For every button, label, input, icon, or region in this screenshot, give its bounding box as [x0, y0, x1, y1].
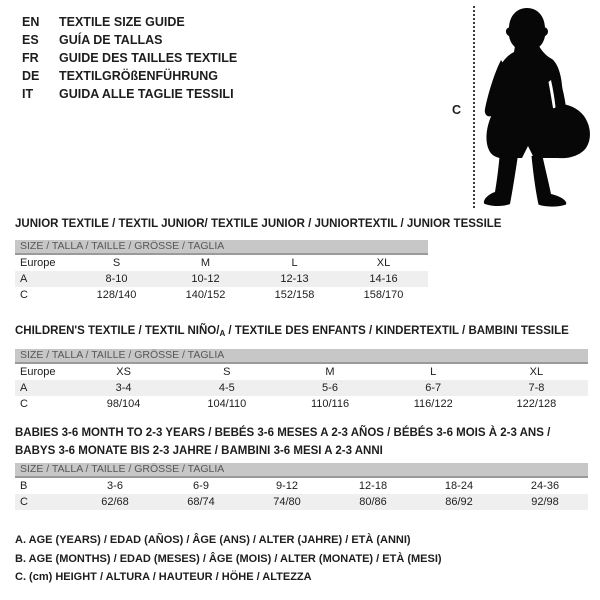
babies-months-6: 24-36: [530, 480, 560, 492]
lang-code-de: DE: [22, 69, 40, 83]
children-columns-row: [15, 364, 588, 380]
babies-height-1: 62/68: [101, 496, 129, 508]
lang-row-it: [22, 85, 237, 103]
babies-months-1: 3-6: [107, 480, 123, 492]
baby-silhouette-image: [470, 0, 600, 212]
children-row-height-label: C: [20, 398, 28, 410]
height-measure-label: C: [452, 103, 462, 117]
section-children-textile: [15, 325, 588, 412]
children-height-xl: 122/128: [516, 398, 557, 410]
junior-height-m: 140/152: [185, 289, 226, 301]
junior-age-l: 12-13: [280, 273, 309, 285]
children-col-m: M: [325, 366, 335, 378]
junior-age-xl: 14-16: [369, 273, 398, 285]
junior-height-l: 152/158: [274, 289, 315, 301]
children-row-height: [15, 396, 588, 412]
lang-label-de: TEXTILGRÖßENFÜHRUNG: [59, 69, 219, 83]
children-title-sub: A: [219, 329, 226, 338]
babies-months-4: 12-18: [358, 480, 388, 492]
children-row-age: [15, 380, 588, 396]
baby-left-leg: [484, 150, 518, 206]
junior-col-s: S: [112, 257, 121, 269]
children-height-m: 110/116: [310, 398, 350, 410]
children-age-xl: 7-8: [528, 382, 545, 394]
section-junior-textile: [15, 218, 502, 303]
lang-row-de: [22, 67, 237, 85]
babies-height-5: 86/92: [445, 496, 473, 508]
junior-col-m: M: [200, 257, 211, 269]
junior-col-l: L: [291, 257, 298, 269]
children-col-s: S: [223, 366, 231, 378]
lang-code-fr: FR: [22, 51, 39, 65]
junior-age-s: 8-10: [105, 273, 128, 285]
children-col-xl: XL: [529, 366, 544, 378]
lang-row-es: [22, 31, 237, 49]
footnote-b: B. AGE (MONTHS) / EDAD (MESES) / ÂGE (MOIS) / ALTER (MONATE) / ETÀ (MESI): [15, 552, 442, 565]
children-col-xs: XS: [116, 366, 131, 378]
babies-row-height-label: C: [20, 496, 28, 508]
babies-height-4: 80/86: [359, 496, 387, 508]
junior-height-s: 128/140: [96, 289, 137, 301]
babies-size-header-bar: SIZE / TALLA / TAILLE / GRÖSSE / TAGLIA: [15, 463, 588, 478]
children-region-label: Europe: [20, 366, 56, 378]
junior-row-age-label: A: [20, 273, 28, 285]
language-title-block: [22, 13, 237, 103]
junior-row-height-label: C: [20, 289, 28, 301]
children-row-age-label: A: [20, 382, 28, 394]
babies-height-6: 92/98: [531, 496, 559, 508]
children-title-pre: CHILDREN'S TEXTILE / TEXTIL NIÑO/: [15, 325, 220, 337]
children-size-header-bar: SIZE / TALLA / TAILLE / GRÖSSE / TAGLIA: [15, 349, 588, 364]
lang-code-es: ES: [22, 33, 39, 47]
babies-section-title: [15, 424, 588, 460]
junior-region-label: Europe: [20, 257, 56, 269]
children-title-post: / TEXTILE DES ENFANTS / KINDERTEXTIL / BAMBINI TESSILE: [225, 325, 569, 337]
footnote-c: C. (cm) HEIGHT / ALTURA / HAUTEUR / HÖHE / ALTEZZA: [15, 571, 312, 583]
junior-row-height: [15, 287, 428, 303]
babies-months-3: 9-12: [275, 480, 299, 492]
babies-title-line1: BABIES 3-6 MONTH TO 2-3 YEARS / BEBÉS 3-6 MESES A 2-3 AÑOS / BÉBÉS 3-6 MOIS À 2-3 ANS /: [15, 427, 551, 439]
lang-label-es: GUÍA DE TALLAS: [59, 33, 163, 47]
babies-row-months-label: B: [20, 480, 28, 492]
babies-months-2: 6-9: [193, 480, 209, 492]
lang-code-it: IT: [22, 87, 34, 101]
babies-height-3: 74/80: [273, 496, 301, 508]
junior-col-xl: XL: [376, 257, 391, 269]
junior-columns-row: [15, 255, 428, 271]
children-height-xs: 98/104: [106, 398, 141, 410]
children-height-l: 116/122: [413, 398, 453, 410]
babies-title-line2: BABYS 3-6 MONATE BIS 2-3 JAHRE / BAMBINI 3-6 MESI A 2-3 ANNI: [15, 445, 383, 457]
children-height-s: 104/110: [207, 398, 247, 410]
section-babies-textile: [15, 424, 588, 510]
junior-section-title: JUNIOR TEXTILE / TEXTIL JUNIOR/ TEXTILE JUNIOR / JUNIORTEXTIL / JUNIOR TESSILE: [15, 218, 502, 230]
baby-shorts: [486, 104, 589, 158]
lang-row-en: [22, 13, 237, 31]
junior-height-xl: 158/170: [363, 289, 404, 301]
footnote-a: A. AGE (YEARS) / EDAD (AÑOS) / ÂGE (ANS) / ALTER (JAHRE) / ETÀ (ANNI): [15, 534, 411, 546]
babies-height-2: 68/74: [187, 496, 215, 508]
footnotes-block: [15, 531, 442, 587]
children-section-title: [15, 325, 588, 340]
junior-age-m: 10-12: [191, 273, 220, 285]
lang-label-fr: GUIDE DES TAILLES TEXTILE: [59, 51, 238, 65]
babies-row-height: [15, 494, 588, 510]
baby-right-leg: [532, 154, 567, 207]
children-age-s: 4-5: [218, 382, 235, 394]
junior-row-age: [15, 271, 428, 287]
babies-row-months: [15, 478, 588, 494]
lang-label-en: TEXTILE SIZE GUIDE: [59, 15, 185, 29]
children-age-xs: 3-4: [115, 382, 132, 394]
children-age-l: 6-7: [425, 382, 442, 394]
junior-size-header-bar: SIZE / TALLA / TAILLE / GRÖSSE / TAGLIA: [15, 240, 428, 255]
lang-label-it: GUIDA ALLE TAGLIE TESSILI: [59, 87, 234, 101]
lang-code-en: EN: [22, 15, 40, 29]
babies-months-5: 18-24: [444, 480, 474, 492]
children-col-l: L: [430, 366, 437, 378]
baby-head: [506, 8, 548, 52]
lang-row-fr: [22, 49, 237, 67]
children-age-m: 5-6: [322, 382, 338, 394]
